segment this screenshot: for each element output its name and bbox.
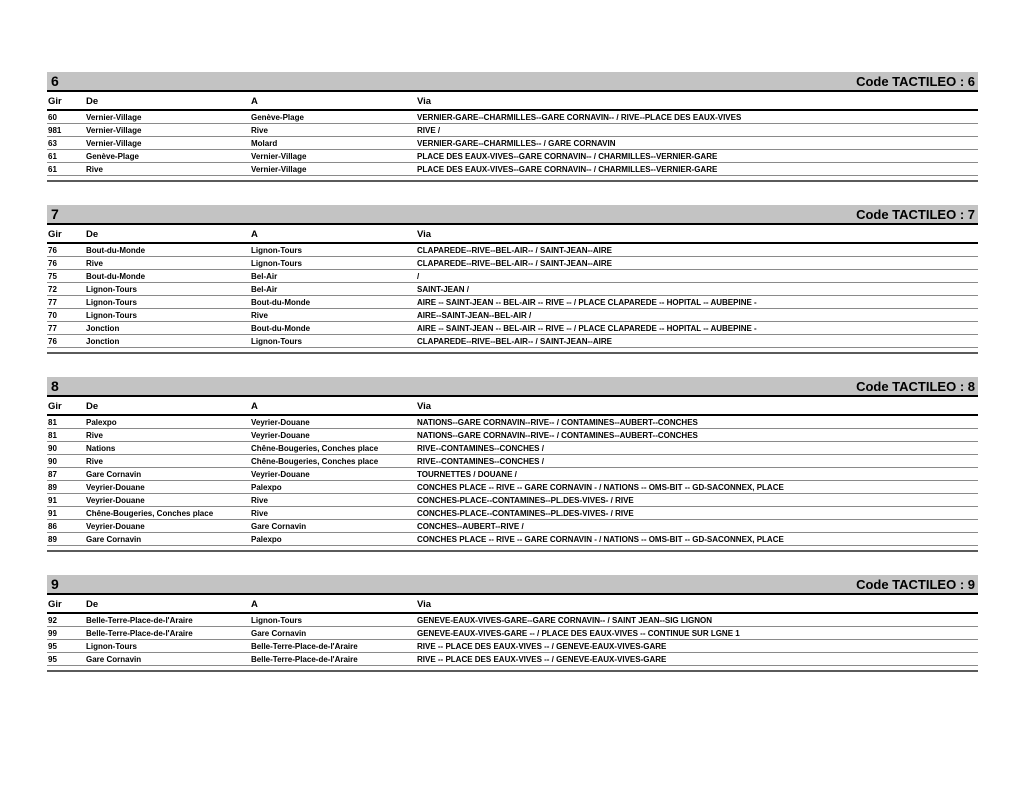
column-header-gir: Gir (47, 229, 85, 243)
cell-gir: 75 (47, 270, 85, 283)
cell-gir: 61 (47, 163, 85, 176)
routes-table (47, 599, 978, 666)
cell-a: Veyrier-Douane (250, 415, 416, 429)
table-row (47, 270, 978, 283)
cell-gir: 89 (47, 481, 85, 494)
column-header-via: Via (416, 599, 978, 613)
cell-gir: 61 (47, 150, 85, 163)
cell-de: Veyrier-Douane (85, 520, 250, 533)
section-closing-rule (47, 352, 978, 354)
cell-gir: 77 (47, 296, 85, 309)
table-row (47, 163, 978, 176)
cell-gir: 89 (47, 533, 85, 546)
section-number: 6 (51, 73, 59, 89)
table-row (47, 627, 978, 640)
cell-gir: 77 (47, 322, 85, 335)
table-row (47, 243, 978, 257)
cell-de: Lignon-Tours (85, 283, 250, 296)
cell-a: Gare Cornavin (250, 520, 416, 533)
table-row (47, 494, 978, 507)
table-row (47, 442, 978, 455)
section-tactileo-code: Code TACTILEO : 7 (856, 207, 975, 222)
cell-gir: 81 (47, 429, 85, 442)
cell-de: Rive (85, 257, 250, 270)
cell-de: Genève-Plage (85, 150, 250, 163)
cell-gir: 87 (47, 468, 85, 481)
column-header-a: A (250, 229, 416, 243)
cell-gir: 70 (47, 309, 85, 322)
table-row (47, 613, 978, 627)
table-row (47, 309, 978, 322)
section-number: 9 (51, 576, 59, 592)
cell-via: CONCHES PLACE -- RIVE -- GARE CORNAVIN - / NATIONS -- OMS-BIT -- GD-SACONNEX, PLACE (416, 533, 978, 546)
cell-de: Vernier-Village (85, 110, 250, 124)
cell-gir: 90 (47, 442, 85, 455)
table-header-row (47, 96, 978, 110)
cell-a: Lignon-Tours (250, 613, 416, 627)
cell-via: GENEVE-EAUX-VIVES-GARE--GARE CORNAVIN-- / SAINT JEAN--SIG LIGNON (416, 613, 978, 627)
column-header-de: De (85, 401, 250, 415)
table-row (47, 640, 978, 653)
cell-a: Belle-Terre-Place-de-l'Araire (250, 653, 416, 666)
cell-gir: 76 (47, 243, 85, 257)
cell-de: Vernier-Village (85, 124, 250, 137)
cell-via: CONCHES PLACE -- RIVE -- GARE CORNAVIN - / NATIONS -- OMS-BIT -- GD-SACONNEX, PLACE (416, 481, 978, 494)
column-header-via: Via (416, 401, 978, 415)
cell-de: Palexpo (85, 415, 250, 429)
column-header-de: De (85, 96, 250, 110)
cell-gir: 76 (47, 257, 85, 270)
table-row (47, 150, 978, 163)
cell-via: TOURNETTES / DOUANE / (416, 468, 978, 481)
section-header-band (47, 205, 978, 225)
section-header-band (47, 575, 978, 595)
table-header-row (47, 599, 978, 613)
cell-a: Vernier-Village (250, 163, 416, 176)
table-row (47, 533, 978, 546)
table-row (47, 124, 978, 137)
cell-via: CONCHES-PLACE--CONTAMINES--PL.DES-VIVES- / RIVE (416, 494, 978, 507)
section-header-band (47, 72, 978, 92)
cell-via: CLAPAREDE--RIVE--BEL-AIR-- / SAINT-JEAN--AIRE (416, 243, 978, 257)
section-tactileo-code: Code TACTILEO : 8 (856, 379, 975, 394)
section-tactileo-code: Code TACTILEO : 9 (856, 577, 975, 592)
cell-gir: 95 (47, 640, 85, 653)
section-header-band (47, 377, 978, 397)
cell-via: AIRE--SAINT-JEAN--BEL-AIR / (416, 309, 978, 322)
routes-table (47, 229, 978, 348)
cell-gir: 91 (47, 494, 85, 507)
section-closing-rule (47, 180, 978, 182)
cell-via: VERNIER-GARE--CHARMILLES--GARE CORNAVIN-- / RIVE--PLACE DES EAUX-VIVES (416, 110, 978, 124)
table-row (47, 507, 978, 520)
cell-de: Lignon-Tours (85, 309, 250, 322)
section-closing-rule (47, 670, 978, 672)
table-row (47, 335, 978, 348)
cell-a: Rive (250, 507, 416, 520)
cell-via: RIVE -- PLACE DES EAUX-VIVES -- / GENEVE-EAUX-VIVES-GARE (416, 653, 978, 666)
cell-gir: 91 (47, 507, 85, 520)
route-section (47, 575, 978, 672)
cell-de: Vernier-Village (85, 137, 250, 150)
cell-a: Veyrier-Douane (250, 429, 416, 442)
column-header-gir: Gir (47, 599, 85, 613)
cell-de: Belle-Terre-Place-de-l'Araire (85, 627, 250, 640)
table-header-row (47, 401, 978, 415)
cell-a: Chêne-Bougeries, Conches place (250, 442, 416, 455)
cell-gir: 99 (47, 627, 85, 640)
cell-via: AIRE -- SAINT-JEAN -- BEL-AIR -- RIVE -- / PLACE CLAPAREDE -- HOPITAL -- AUBEPINE - (416, 322, 978, 335)
cell-de: Chêne-Bougeries, Conches place (85, 507, 250, 520)
cell-a: Belle-Terre-Place-de-l'Araire (250, 640, 416, 653)
table-row (47, 137, 978, 150)
cell-a: Lignon-Tours (250, 257, 416, 270)
cell-gir: 90 (47, 455, 85, 468)
cell-gir: 92 (47, 613, 85, 627)
route-section (47, 205, 978, 354)
cell-de: Jonction (85, 322, 250, 335)
table-row (47, 283, 978, 296)
routes-table (47, 401, 978, 546)
route-tables-sheet (47, 72, 978, 672)
cell-de: Jonction (85, 335, 250, 348)
cell-a: Rive (250, 309, 416, 322)
cell-de: Rive (85, 429, 250, 442)
cell-a: Lignon-Tours (250, 243, 416, 257)
column-header-a: A (250, 401, 416, 415)
cell-gir: 95 (47, 653, 85, 666)
route-section (47, 377, 978, 552)
cell-de: Gare Cornavin (85, 533, 250, 546)
cell-via: VERNIER-GARE--CHARMILLES-- / GARE CORNAVIN (416, 137, 978, 150)
cell-a: Palexpo (250, 481, 416, 494)
column-header-a: A (250, 96, 416, 110)
cell-gir: 76 (47, 335, 85, 348)
column-header-via: Via (416, 96, 978, 110)
cell-via: RIVE--CONTAMINES--CONCHES / (416, 455, 978, 468)
table-row (47, 415, 978, 429)
cell-a: Gare Cornavin (250, 627, 416, 640)
cell-via: PLACE DES EAUX-VIVES--GARE CORNAVIN-- / CHARMILLES--VERNIER-GARE (416, 163, 978, 176)
cell-gir: 72 (47, 283, 85, 296)
cell-gir: 86 (47, 520, 85, 533)
cell-via: SAINT-JEAN / (416, 283, 978, 296)
route-section (47, 72, 978, 182)
cell-via: AIRE -- SAINT-JEAN -- BEL-AIR -- RIVE -- / PLACE CLAPAREDE -- HOPITAL -- AUBEPINE - (416, 296, 978, 309)
cell-de: Bout-du-Monde (85, 270, 250, 283)
cell-a: Lignon-Tours (250, 335, 416, 348)
cell-de: Gare Cornavin (85, 653, 250, 666)
cell-via: CLAPAREDE--RIVE--BEL-AIR-- / SAINT-JEAN--AIRE (416, 335, 978, 348)
table-row (47, 468, 978, 481)
cell-de: Belle-Terre-Place-de-l'Araire (85, 613, 250, 627)
cell-a: Vernier-Village (250, 150, 416, 163)
table-row (47, 296, 978, 309)
cell-de: Veyrier-Douane (85, 481, 250, 494)
cell-via: PLACE DES EAUX-VIVES--GARE CORNAVIN-- / CHARMILLES--VERNIER-GARE (416, 150, 978, 163)
cell-a: Molard (250, 137, 416, 150)
cell-de: Rive (85, 455, 250, 468)
cell-a: Bel-Air (250, 270, 416, 283)
cell-via: / (416, 270, 978, 283)
cell-gir: 981 (47, 124, 85, 137)
section-number: 7 (51, 206, 59, 222)
cell-gir: 81 (47, 415, 85, 429)
table-row (47, 110, 978, 124)
table-row (47, 322, 978, 335)
cell-de: Gare Cornavin (85, 468, 250, 481)
column-header-gir: Gir (47, 401, 85, 415)
table-row (47, 653, 978, 666)
table-row (47, 481, 978, 494)
cell-via: NATIONS--GARE CORNAVIN--RIVE-- / CONTAMINES--AUBERT--CONCHES (416, 429, 978, 442)
table-row (47, 429, 978, 442)
cell-de: Nations (85, 442, 250, 455)
section-tactileo-code: Code TACTILEO : 6 (856, 74, 975, 89)
cell-a: Bout-du-Monde (250, 296, 416, 309)
cell-de: Lignon-Tours (85, 296, 250, 309)
cell-gir: 63 (47, 137, 85, 150)
cell-de: Bout-du-Monde (85, 243, 250, 257)
cell-via: NATIONS--GARE CORNAVIN--RIVE-- / CONTAMINES--AUBERT--CONCHES (416, 415, 978, 429)
table-header-row (47, 229, 978, 243)
table-row (47, 257, 978, 270)
table-row (47, 455, 978, 468)
table-row (47, 520, 978, 533)
routes-table (47, 96, 978, 176)
cell-a: Bel-Air (250, 283, 416, 296)
cell-gir: 60 (47, 110, 85, 124)
cell-via: CONCHES-PLACE--CONTAMINES--PL.DES-VIVES- / RIVE (416, 507, 978, 520)
section-number: 8 (51, 378, 59, 394)
cell-via: CLAPAREDE--RIVE--BEL-AIR-- / SAINT-JEAN--AIRE (416, 257, 978, 270)
cell-a: Bout-du-Monde (250, 322, 416, 335)
column-header-gir: Gir (47, 96, 85, 110)
cell-via: RIVE -- PLACE DES EAUX-VIVES -- / GENEVE-EAUX-VIVES-GARE (416, 640, 978, 653)
cell-via: CONCHES--AUBERT--RIVE / (416, 520, 978, 533)
cell-via: RIVE--CONTAMINES--CONCHES / (416, 442, 978, 455)
cell-via: GENEVE-EAUX-VIVES-GARE -- / PLACE DES EAUX-VIVES -- CONTINUE SUR LGNE 1 (416, 627, 978, 640)
cell-de: Rive (85, 163, 250, 176)
cell-a: Rive (250, 494, 416, 507)
column-header-via: Via (416, 229, 978, 243)
section-closing-rule (47, 550, 978, 552)
cell-de: Veyrier-Douane (85, 494, 250, 507)
cell-a: Genève-Plage (250, 110, 416, 124)
cell-a: Palexpo (250, 533, 416, 546)
cell-a: Chêne-Bougeries, Conches place (250, 455, 416, 468)
cell-a: Rive (250, 124, 416, 137)
cell-via: RIVE / (416, 124, 978, 137)
cell-de: Lignon-Tours (85, 640, 250, 653)
column-header-de: De (85, 229, 250, 243)
column-header-de: De (85, 599, 250, 613)
column-header-a: A (250, 599, 416, 613)
cell-a: Veyrier-Douane (250, 468, 416, 481)
